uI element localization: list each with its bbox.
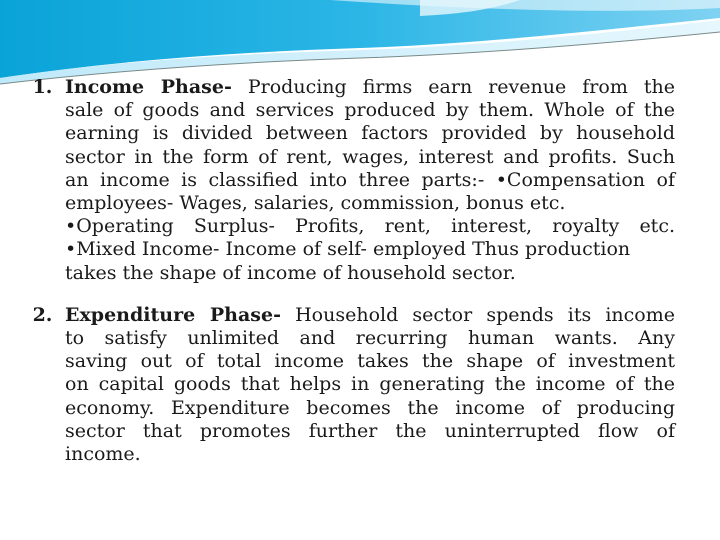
- text-line: earning is divided between factors provided by household: [65, 122, 675, 145]
- text-line: sector in the form of rent, wages, interest and profits. Such: [65, 145, 675, 168]
- text-line: takes the shape of income of household sector.: [65, 261, 516, 284]
- slide-body: [20, 76, 675, 466]
- item-heading: Expenditure Phase-: [65, 303, 281, 326]
- text-line: Income Phase- Producing firms earn revenue from the: [65, 76, 675, 98]
- text-line: sale of goods and services produced by them. Whole of the: [65, 99, 675, 122]
- text-line: saving out of total income takes the shape of investment: [65, 350, 675, 373]
- text-line: income.: [65, 443, 141, 466]
- text-line: •Operating Surplus- Profits, rent, interest, royalty etc.: [65, 215, 675, 238]
- text-line: on capital goods that helps in generating the income of the: [65, 373, 675, 396]
- list-number: 1.: [32, 76, 53, 98]
- list-item-expenditure-phase: [20, 304, 675, 466]
- text-line: sector that promotes further the uninterrupted flow of: [65, 419, 675, 442]
- text-line: •Mixed Income- Income of self- employed Thus production: [65, 238, 631, 261]
- text-line: economy. Expenditure becomes the income of producing: [65, 396, 675, 419]
- text-line: to satisfy unlimited and recurring human wants. Any: [65, 327, 675, 350]
- text-line: Expenditure Phase- Household sector spends its income: [65, 303, 675, 326]
- list-number: 2.: [32, 303, 53, 326]
- item-heading: Income Phase-: [65, 76, 232, 98]
- list-item-income-phase: [20, 76, 675, 285]
- text-line: employees- Wages, salaries, commission, bonus etc.: [65, 192, 566, 215]
- text-line: an income is classified into three parts:- •Compensation of: [65, 168, 675, 191]
